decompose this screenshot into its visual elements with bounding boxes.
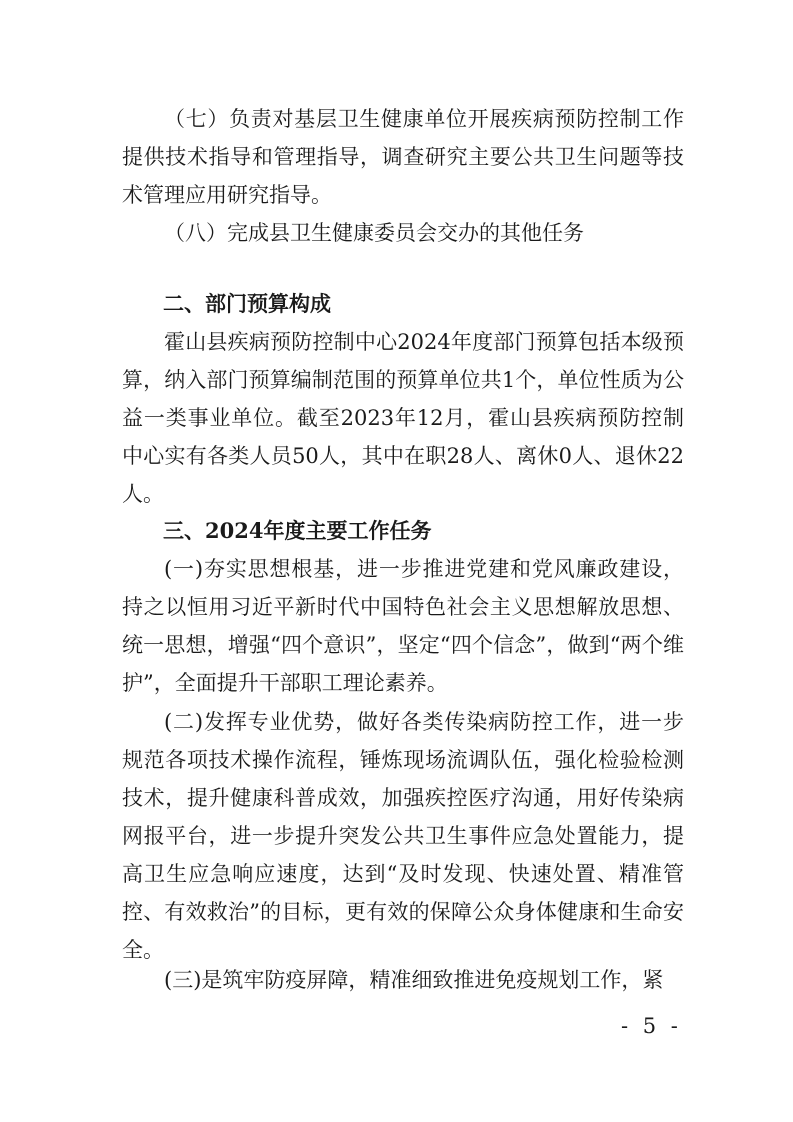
- part-2-heading: 二、部门预算构成: [163, 292, 331, 316]
- section-7-paragraph: （七）负责对基层卫生健康单位开展疾病预防控制工作提供技术指导和管理指导，调查研究主要公共卫生问题等技术管理应用研究指导。: [122, 107, 684, 207]
- part-3-heading: 三、2024年度主要工作任务: [163, 518, 432, 543]
- part-3-item-1: (一)夯实思想根基，进一步推进党建和党风廉政建设，持之以恒用习近平新时代中国特色社会主义思想解放思想、统一思想，增强“四个意识”，坚定“四个信念”，做到“两个维护”，全面提升干部职工理论素养。: [122, 557, 684, 695]
- part-3-item-3: (三)是筑牢防疫屏障，精准细致推进免疫规划工作，紧: [164, 968, 664, 992]
- section-8-paragraph: （八）完成县卫生健康委员会交办的其他任务: [164, 221, 584, 245]
- part-2-paragraph: 霍山县疾病预防控制中心2024年度部门预算包括本级预算，纳入部门预算编制范围的预算单位共1个，单位性质为公益一类事业单位。截至2023年12月，霍山县疾病预防控制中心实有各类人员50人，其中在职28人、离休0人、退休22人。: [122, 330, 684, 506]
- part-3-item-2: (二)发挥专业优势，做好各类传染病防控工作，进一步规范各项技术操作流程，锤炼现场流调队伍，强化检验检测技术，提升健康科普成效，加强疾控医疗沟通，用好传染病网报平台，进一步提升突发公共卫生事件应急处置能力，提高卫生应急响应速度，达到“及时发现、快速处置、精准管控、有效救治”的目标，更有效的保障公众身体健康和生命安全。: [122, 710, 684, 962]
- page-number: - 5 -: [621, 1014, 682, 1038]
